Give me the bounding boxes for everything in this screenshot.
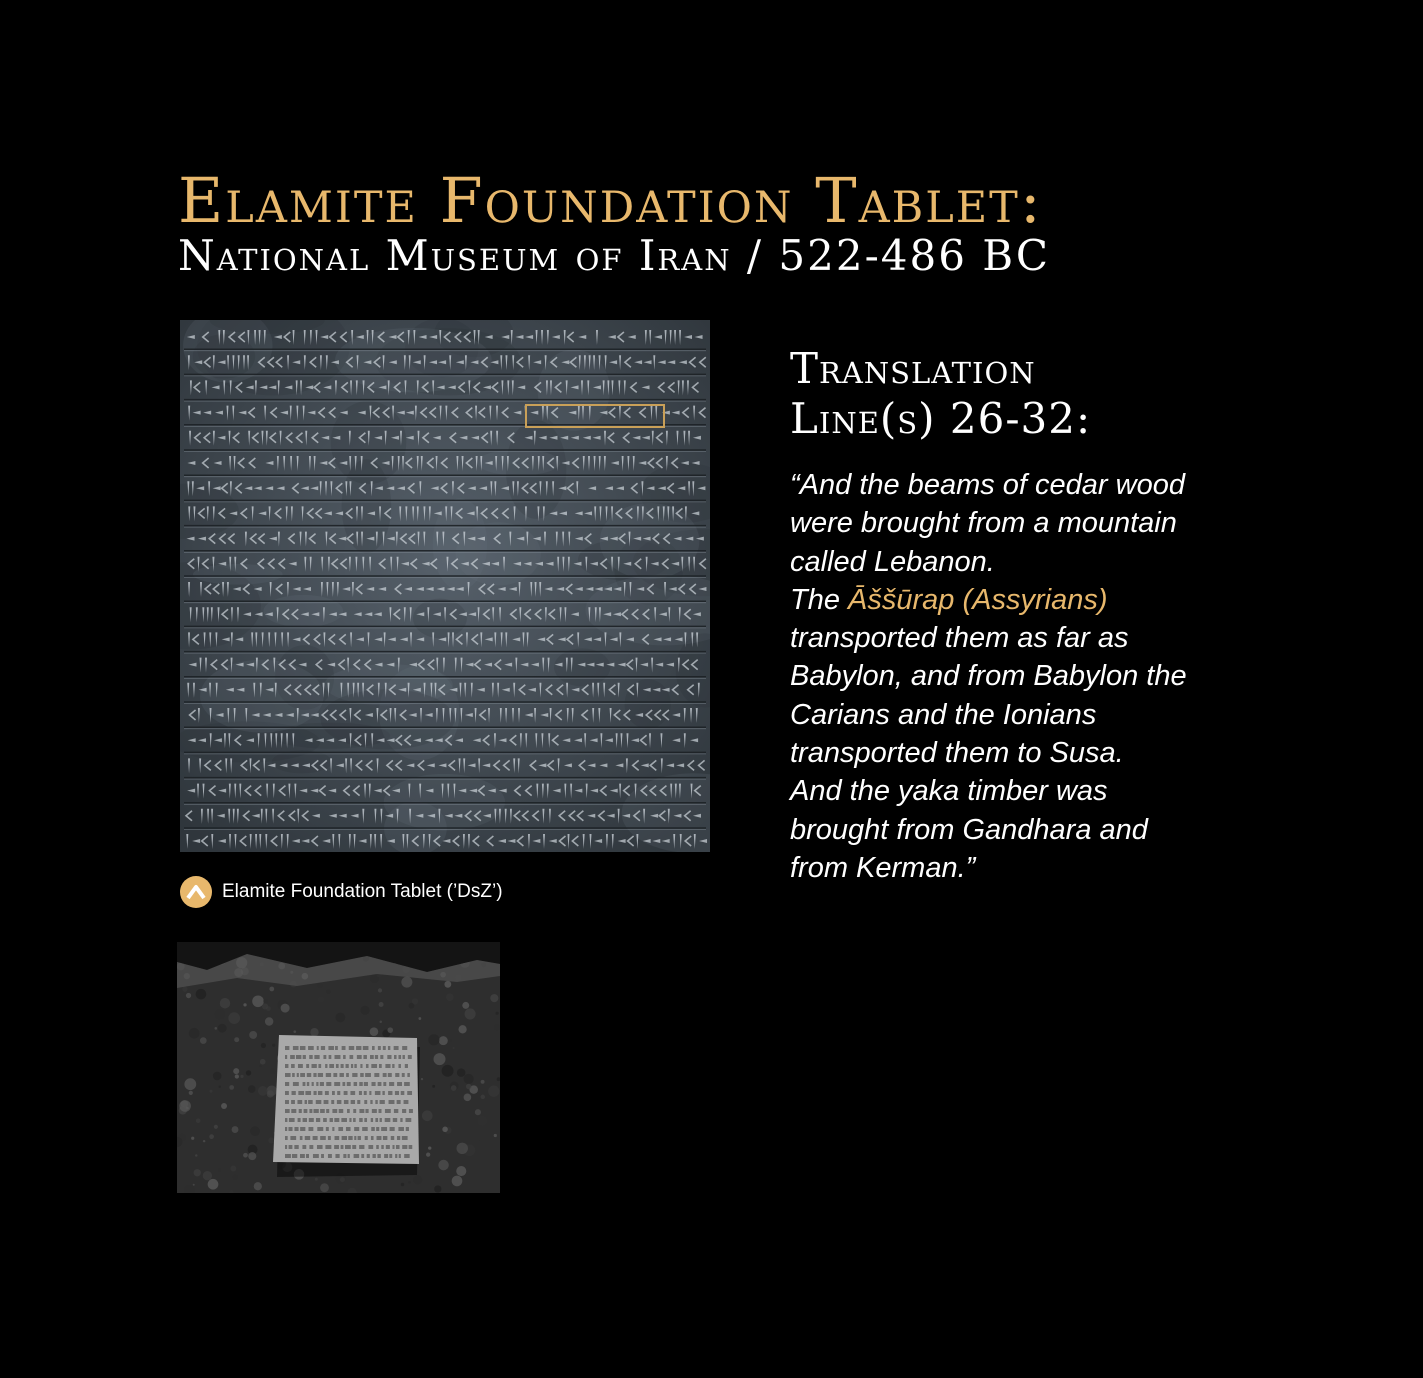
- translation-line: called Lebanon.: [790, 545, 995, 578]
- translation-line-prefix: The: [790, 583, 849, 616]
- assyrians-highlight: Āššūrap (Assyrians): [848, 583, 1108, 616]
- excavation-site-photo: [177, 942, 500, 1193]
- page-title: Elamite Foundation Tablet:: [178, 164, 1043, 237]
- translation-line: transported them as far as: [790, 622, 1129, 655]
- translation-text: [790, 466, 1250, 887]
- translation-line: Carians and the Ionians: [790, 698, 1097, 731]
- caption-text: Elamite Foundation Tablet (’DsZ’): [222, 881, 503, 902]
- translation-line: were brought from a mountain: [790, 507, 1177, 540]
- translation-line: [790, 581, 1250, 619]
- translation-line: from Kerman.”: [790, 851, 976, 884]
- translation-heading-line2: Line(s) 26-32:: [790, 394, 1092, 443]
- translation-heading-line1: Translation: [790, 344, 1036, 393]
- translation-line: transported them to Susa.: [790, 737, 1124, 770]
- translation-line: “And the beams of cedar wood: [790, 469, 1185, 501]
- highlighted-passage-box: [525, 404, 665, 428]
- tablet-caption: [180, 876, 503, 908]
- translation-line: brought from Gandhara and: [790, 813, 1148, 846]
- tablet-image: [180, 320, 710, 852]
- page-subtitle: National Museum of Iran / 522-486 BC: [178, 231, 1051, 280]
- chevron-up-circle-icon[interactable]: [180, 876, 212, 908]
- translation-heading: [790, 344, 1091, 444]
- translation-line: Babylon, and from Babylon the: [790, 660, 1187, 693]
- translation-line: And the yaka timber was: [790, 775, 1108, 808]
